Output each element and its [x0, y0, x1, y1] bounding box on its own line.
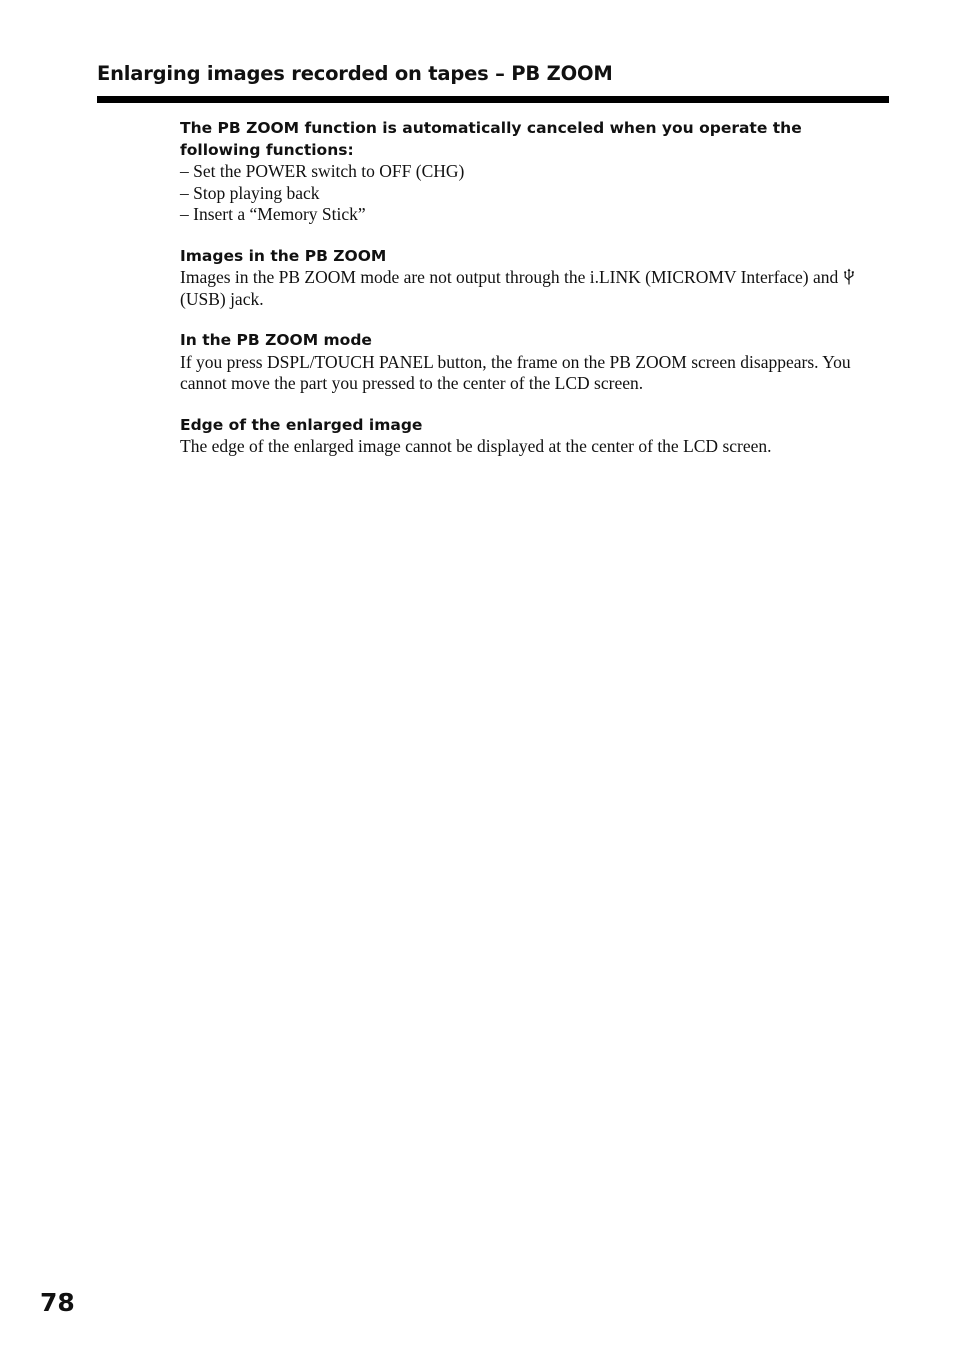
section-body	[180, 267, 885, 310]
body-text-before-icon: Images in the PB ZOOM mode are not output through the i.LINK (MICROMV Interface) and	[180, 267, 843, 287]
list-item: – Set the POWER switch to OFF (CHG)	[180, 161, 465, 181]
title-rule	[97, 96, 889, 103]
section-heading: The PB ZOOM function is automatically canceled when you operate the following functions:	[180, 119, 802, 159]
section-heading: In the PB ZOOM mode	[180, 331, 372, 349]
list-item: – Insert a “Memory Stick”	[180, 204, 366, 224]
list-item: – Stop playing back	[180, 182, 320, 203]
page-number: 78	[40, 1288, 75, 1317]
page-title: Enlarging images recorded on tapes – PB ZOOM	[97, 62, 613, 85]
enlarged-image-edge-section	[180, 415, 885, 458]
section-heading: Edge of the enlarged image	[180, 415, 423, 434]
images-in-pb-zoom-section	[180, 246, 885, 311]
main-content	[180, 118, 885, 478]
body-text-after-icon: (USB) jack.	[180, 288, 264, 309]
section-heading: Images in the PB ZOOM	[180, 246, 387, 265]
pb-zoom-cancel-section	[180, 118, 885, 226]
pb-zoom-mode-section	[180, 330, 885, 395]
usb-icon	[843, 268, 855, 285]
section-body: If you press DSPL/TOUCH PANEL button, the frame on the PB ZOOM screen disappears. You cannot move the part you pressed to the center of the LCD screen.	[180, 351, 851, 393]
section-body: The edge of the enlarged image cannot be displayed at the center of the LCD screen.	[180, 436, 772, 456]
